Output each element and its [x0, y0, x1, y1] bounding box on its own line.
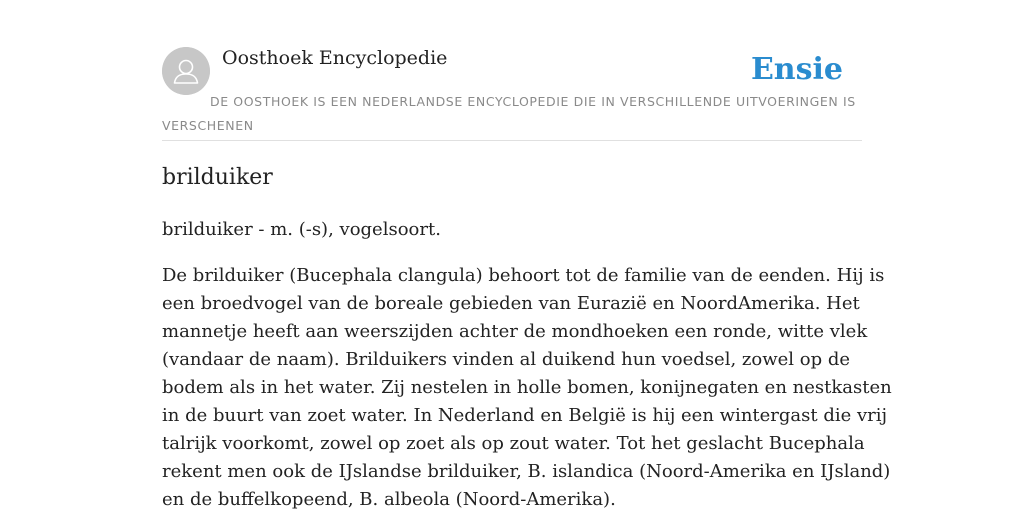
article-body-line: rekent men ook de IJslandse brilduiker, B. islandica (Noord-Amerika en IJsland): [162, 461, 891, 482]
user-avatar-icon[interactable]: [162, 47, 210, 95]
article-body-line: een broedvogel van de boreale gebieden van Eurazië en NoordAmerika. Het: [162, 293, 860, 314]
article-body-line: talrijk voorkomt, zowel op zoet als op zout water. Tot het geslacht Bucephala: [162, 433, 865, 454]
brand-logo-link[interactable]: Ensie: [750, 52, 843, 87]
article-body-line: De brilduiker (Bucephala clangula) behoort tot de familie van de eenden. Hij is: [162, 265, 885, 286]
article-body-line: in de buurt van zoet water. In Nederland en België is hij een wintergast die vrij: [162, 405, 888, 426]
source-name-link[interactable]: Oosthoek Encyclopedie: [222, 47, 448, 69]
article-body-line: bodem als in het water. Zij nestelen in holle bomen, konijnegaten en nestkasten: [162, 377, 892, 398]
header: [162, 42, 862, 141]
article-body-line: en de buffelkopeend, B. albeola (Noord-Amerika).: [162, 489, 616, 510]
article-body-line: mannetje heeft aan weerszijden achter de mondhoeken een ronde, witte vlek: [162, 321, 868, 342]
article-body: [162, 262, 892, 512]
article-definition: brilduiker - m. (-s), vogelsoort.: [162, 219, 441, 240]
source-tagline: DE OOSTHOEK IS EEN NEDERLANDSE ENCYCLOPEDIE DIE IN VERSCHILLENDE UITVOERINGEN IS VERSCHENEN: [162, 94, 856, 133]
article-title: brilduiker: [162, 165, 273, 190]
article-body-line: (vandaar de naam). Brilduikers vinden al duikend hun voedsel, zowel op de: [162, 349, 851, 370]
